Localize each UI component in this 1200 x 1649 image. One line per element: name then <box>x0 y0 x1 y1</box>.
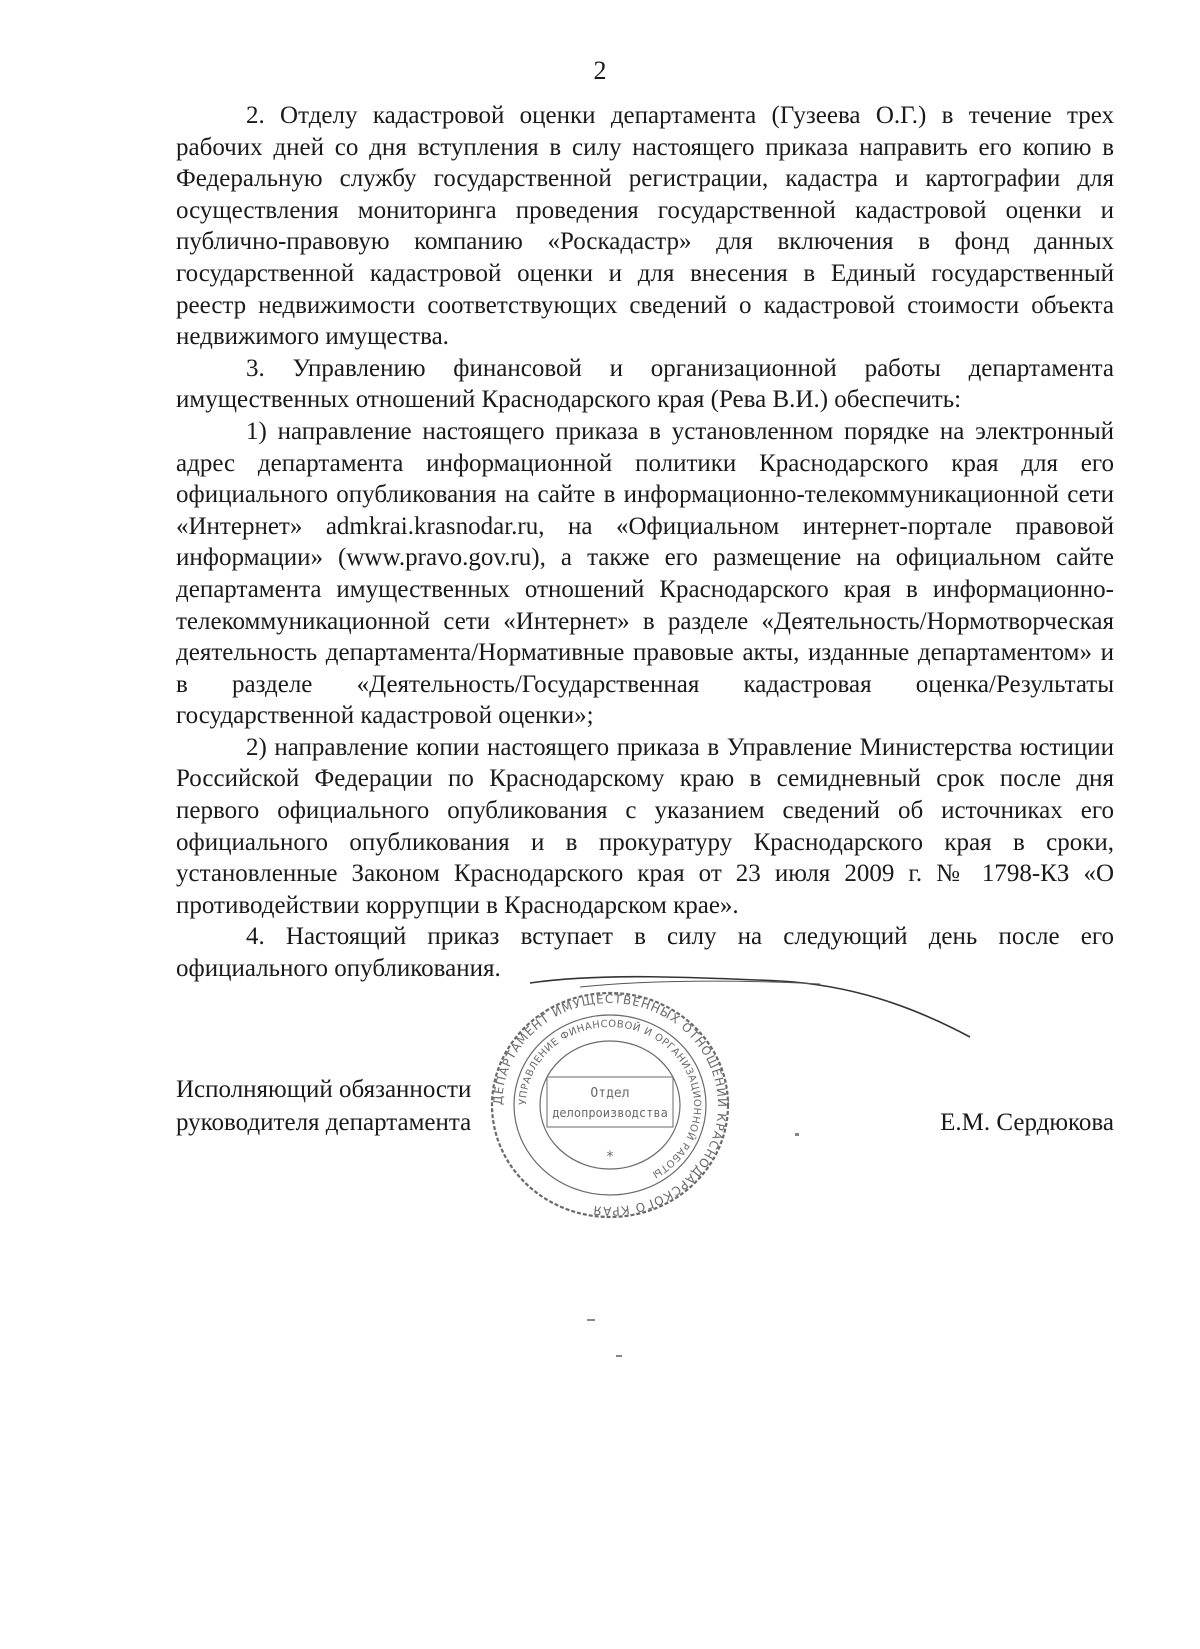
paragraph-3-2: 2) направление копии настоящего приказа в Управление Министерства юстиции Российской Федерации по Краснодарскому краю в семидневный срок после дня первого официального опубликования с указанием сведений об источниках его официального опубликования и в прокуратуру Краснодарского края в сроки, установленные Законом Краснодарского края от 23 июля 2009 г. № 1798-КЗ «О противодействии коррупции в Краснодарском крае». <box>176 733 1114 919</box>
stamp-star-icon: * <box>606 1149 614 1165</box>
page-number: 2 <box>593 56 607 85</box>
scan-speck <box>795 1133 799 1136</box>
paragraph-2: 2. Отделу кадастровой оценки департамента (Гузеева О.Г.) в течение трех рабочих дней со дня вступления в силу настоящего приказа направить его копию в Федеральную службу государственной регистрации, кадастра и картографии для осуществления мониторинга проведения государственной кадастровой оценки и публично-правовую компанию «Роскадастр» для включения в фонд данных государственной кадастровой оценки и для внесения в Единый государственный реестр недвижимости соответствующих сведений о кадастровой стоимости объекта недвижимого имущества. <box>176 102 1114 351</box>
stamp-center-line2: делопроизводства <box>552 1106 668 1120</box>
stamp-inner-text: УПРАВЛЕНИЕ ФИНАНСОВОЙ И ОРГАНИЗАЦИОННОЙ РАБОТЫ <box>517 1018 703 1180</box>
paragraph-3-1: 1) направление настоящего приказа в установленном порядке на электронный адрес департамента информационной политики Краснодарского края для его официального опубликования на сайте в информационно-телекоммуникационной сети «Интернет» admkrai.krasnodar.ru, на «Официальном интернет-портале правовой информации» (www.pravo.gov.ru), а также его размещение на официальном сайте департамента имущественных отношений Краснодарского края в информационно-телекоммуникационной сети «Интернет» в разделе «Деятельность/Нормотворческая деятельность департамента/Нормативные правовые акты, изданные департаментом» и в разделе «Деятельность/Государственная кадастровая оценка/Результаты государственной кадастровой оценки»; <box>176 417 1114 730</box>
stamp-center-line1: Отдел <box>590 1086 630 1101</box>
signatory-name: Е.М. Сердюкова <box>940 1109 1114 1136</box>
official-stamp <box>485 985 735 1225</box>
document-body <box>176 100 1114 985</box>
signatory-position-line1: Исполняющий обязанности <box>176 1076 472 1103</box>
signatory-position <box>176 1073 471 1139</box>
stamp-outer-text: ДЕПАРТАМЕНТ ИМУЩЕСТВЕННЫХ ОТНОШЕНИЙ КРАСНОДАРСКОГО КРАЯ <box>490 991 730 1219</box>
paragraph-3: 3. Управлению финансовой и организационной работы департамента имущественных отношений Краснодарского края (Рева В.И.) обеспечить: <box>176 354 1114 414</box>
paragraph-4: 4. Настоящий приказ вступает в силу на следующий день после его официального опубликования. <box>176 923 1114 983</box>
signatory-position-line2: руководителя департамента <box>176 1109 472 1136</box>
scan-speck <box>587 1319 595 1321</box>
scan-speck <box>616 1355 622 1357</box>
